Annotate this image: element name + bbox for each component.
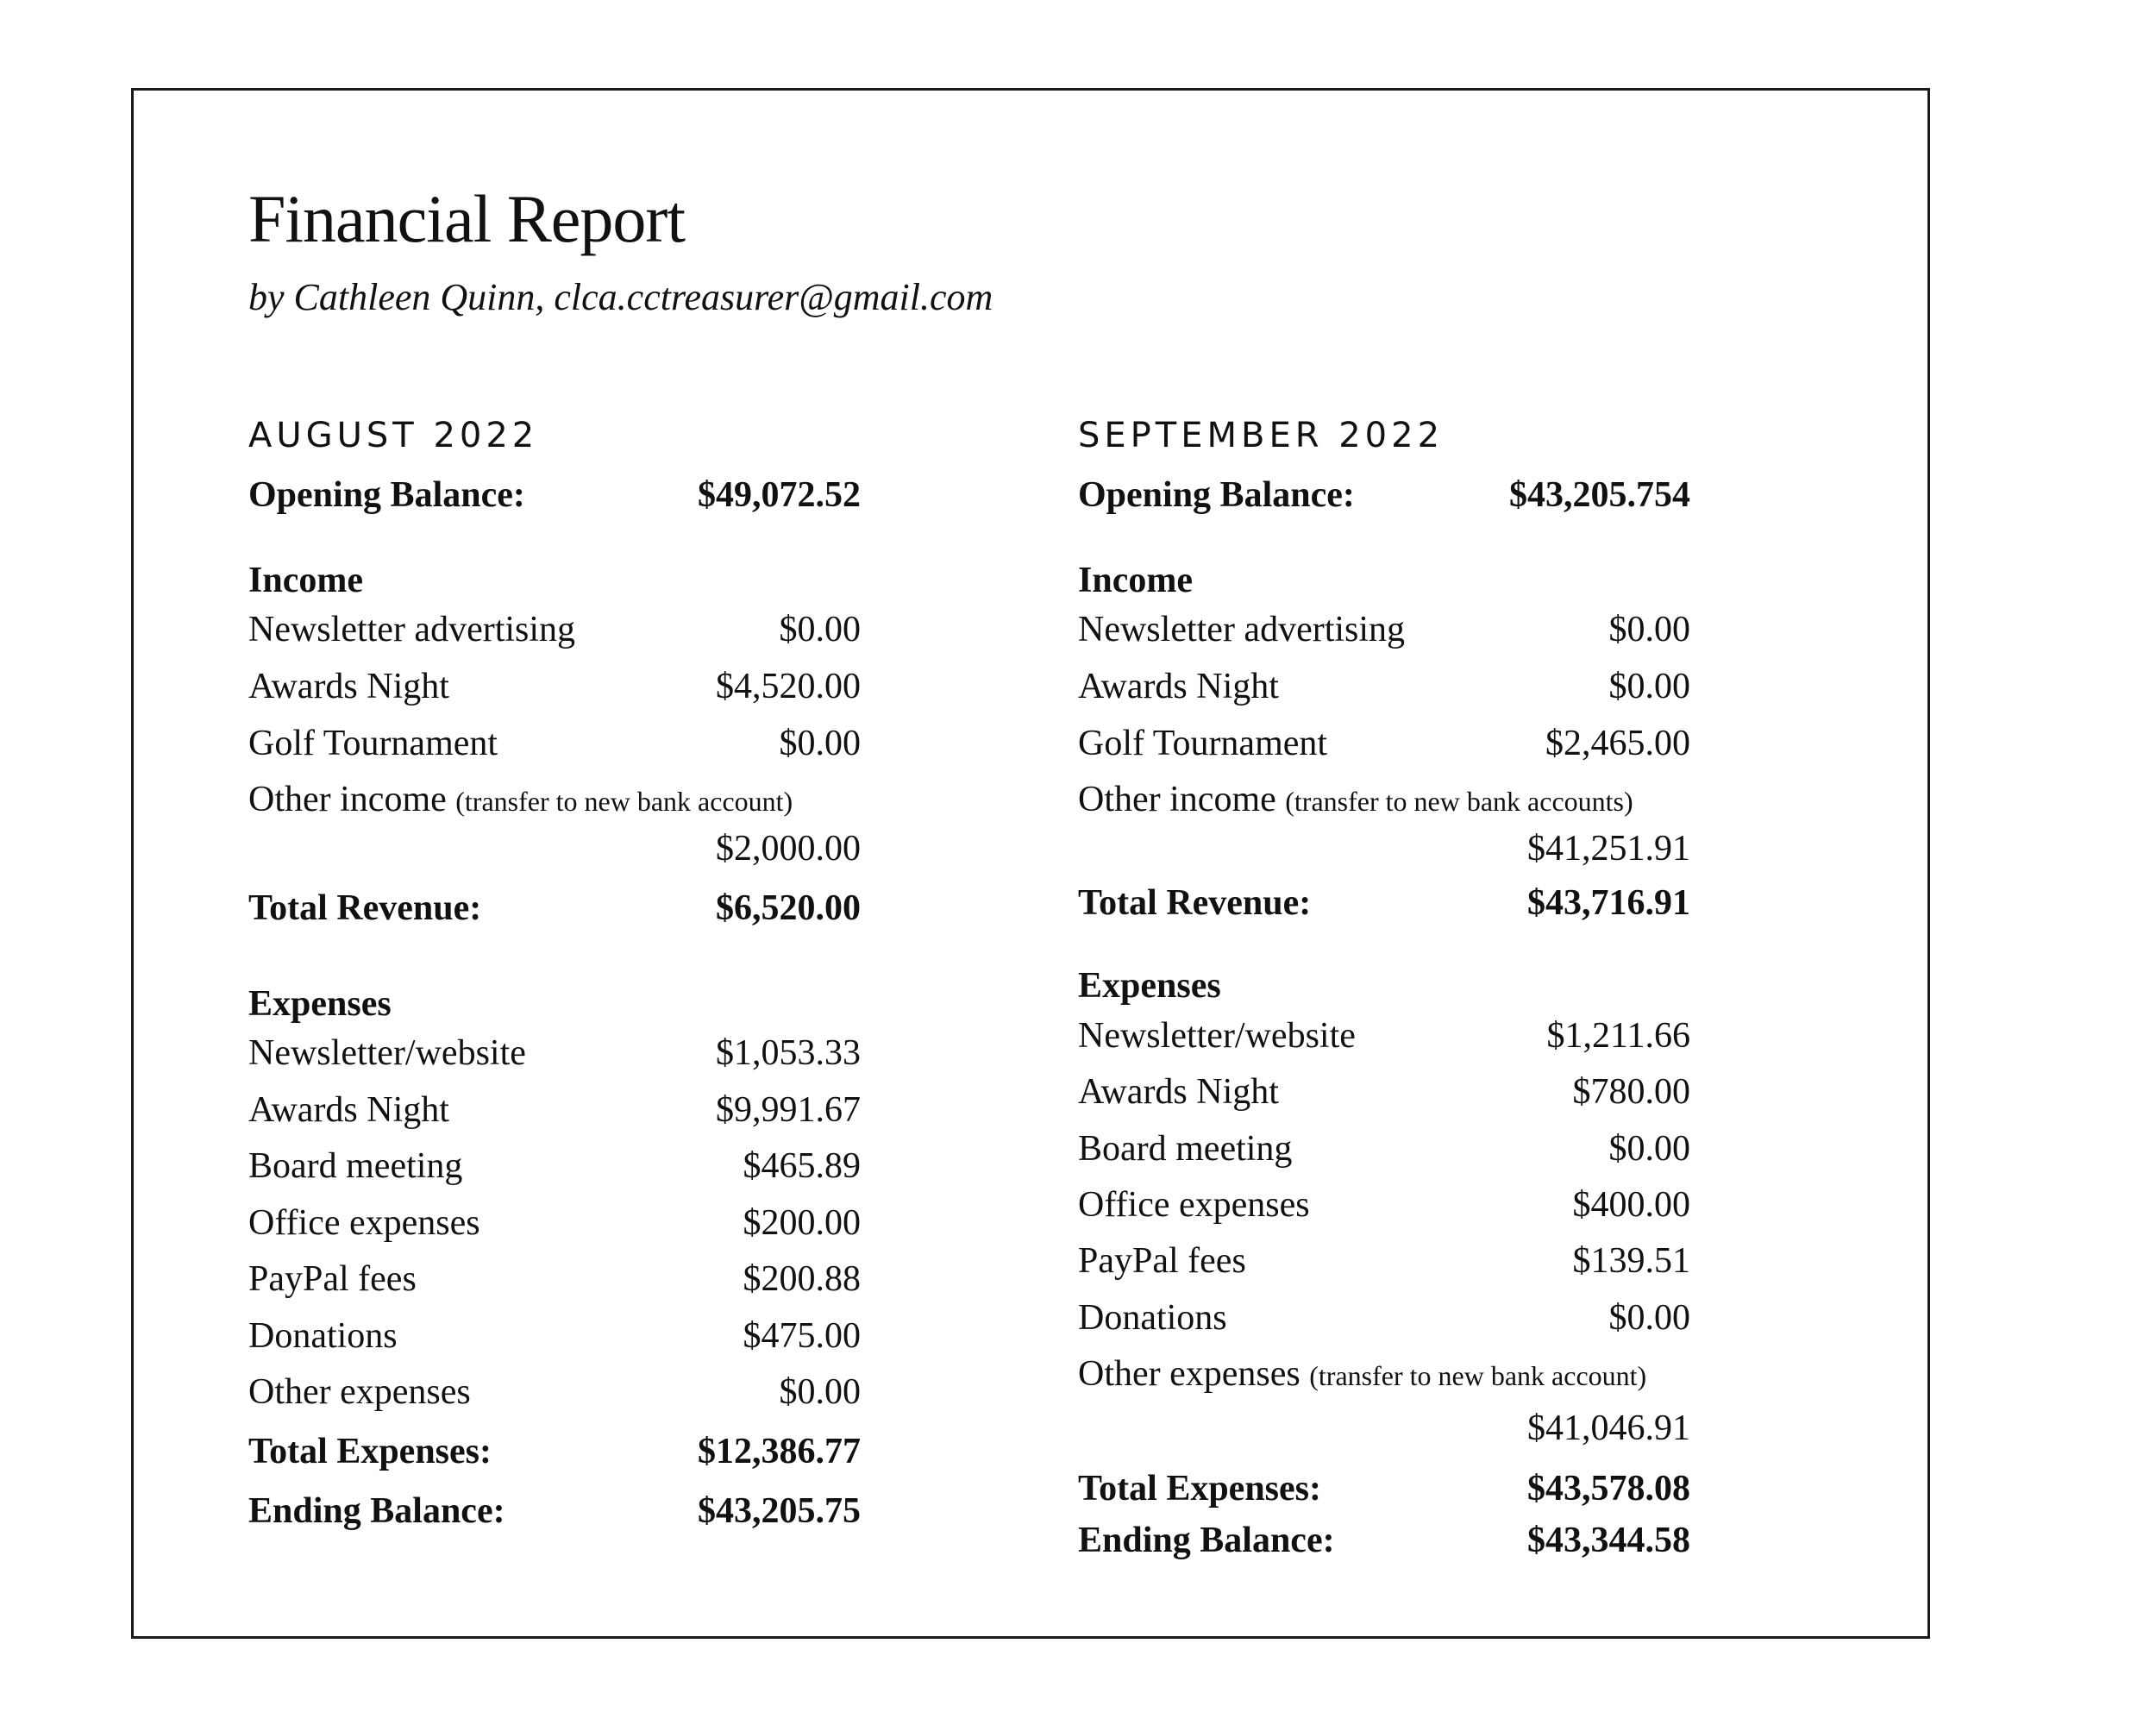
expense-label: Donations [1078, 1298, 1227, 1338]
other-income-value: $2,000.00 [716, 829, 861, 869]
total-expenses-value: $12,386.77 [698, 1432, 861, 1471]
income-heading: Income [1078, 561, 1193, 600]
other-expenses-text: Other expenses [1078, 1354, 1300, 1394]
total-revenue-value: $43,716.91 [1527, 883, 1690, 923]
expense-value: $200.00 [743, 1203, 861, 1243]
expense-value: $0.00 [1608, 1298, 1690, 1338]
total-revenue-label: Total Revenue: [248, 888, 482, 928]
expense-label: PayPal fees [1078, 1241, 1246, 1281]
ending-balance-value: $43,344.58 [1527, 1521, 1690, 1560]
total-revenue-value: $6,520.00 [716, 888, 861, 928]
opening-balance-label: Opening Balance: [248, 475, 525, 515]
other-expenses-label [1078, 1356, 1646, 1392]
ending-balance-label: Ending Balance: [248, 1491, 505, 1531]
income-label: Golf Tournament [248, 724, 498, 763]
expense-label: Board meeting [1078, 1129, 1293, 1169]
expense-value: $1,211.66 [1546, 1016, 1690, 1056]
expense-value: $1,053.33 [716, 1033, 861, 1073]
ending-balance-label: Ending Balance: [1078, 1521, 1335, 1560]
income-label: Awards Night [248, 667, 449, 706]
total-expenses-label: Total Expenses: [248, 1432, 492, 1471]
opening-balance-label: Opening Balance: [1078, 475, 1355, 515]
other-expenses-value: $41,046.91 [1527, 1408, 1690, 1448]
byline: by Cathleen Quinn, clca.cctreasurer@gmail.com [248, 276, 993, 318]
other-expenses-note: (transfer to new bank account) [1309, 1360, 1647, 1391]
expense-label: Board meeting [248, 1146, 463, 1186]
expense-label: Office expenses [248, 1203, 480, 1243]
expense-label: Newsletter/website [248, 1033, 526, 1073]
expense-value: $9,991.67 [716, 1090, 861, 1130]
other-income-value: $41,251.91 [1527, 829, 1690, 869]
income-value: $0.00 [779, 610, 861, 649]
expense-value: $400.00 [1572, 1185, 1690, 1225]
other-income-label [1078, 781, 1633, 818]
income-value: $4,520.00 [716, 667, 861, 706]
expense-label: Office expenses [1078, 1185, 1310, 1225]
income-label: Golf Tournament [1078, 724, 1328, 763]
income-value: $0.00 [779, 724, 861, 763]
expense-label: Newsletter/website [1078, 1016, 1356, 1056]
expense-label: Awards Night [1078, 1072, 1279, 1112]
income-heading: Income [248, 561, 363, 600]
expense-value: $139.51 [1572, 1241, 1690, 1281]
expense-label: Other expenses [248, 1372, 471, 1412]
expense-label: Donations [248, 1316, 398, 1356]
expense-value: $475.00 [743, 1316, 861, 1356]
expense-value: $465.89 [743, 1146, 861, 1186]
expense-value: $780.00 [1572, 1072, 1690, 1112]
income-value: $2,465.00 [1545, 724, 1690, 763]
total-revenue-label: Total Revenue: [1078, 883, 1312, 923]
income-value: $0.00 [1608, 610, 1690, 649]
total-expenses-label: Total Expenses: [1078, 1469, 1322, 1509]
other-income-note: (transfer to new bank accounts) [1285, 786, 1633, 817]
income-label: Awards Night [1078, 667, 1279, 706]
other-income-note: (transfer to new bank account) [455, 786, 793, 817]
expenses-heading: Expenses [1078, 966, 1221, 1006]
income-label: Newsletter advertising [248, 610, 576, 649]
page-title: Financial Report [248, 181, 686, 256]
month-heading: SEPTEMBER 2022 [1078, 416, 1445, 455]
income-value: $0.00 [1608, 667, 1690, 706]
other-income-text: Other income [1078, 780, 1276, 819]
expense-label: Awards Night [248, 1090, 449, 1130]
opening-balance-value: $49,072.52 [698, 475, 861, 515]
other-income-label [248, 781, 793, 818]
expense-label: PayPal fees [248, 1259, 417, 1299]
month-heading: AUGUST 2022 [248, 416, 539, 455]
other-income-text: Other income [248, 780, 447, 819]
ending-balance-value: $43,205.75 [698, 1491, 861, 1531]
expense-value: $0.00 [779, 1372, 861, 1412]
expense-value: $200.88 [743, 1259, 861, 1299]
total-expenses-value: $43,578.08 [1527, 1469, 1690, 1509]
expense-value: $0.00 [1608, 1129, 1690, 1169]
opening-balance-value: $43,205.754 [1509, 475, 1690, 515]
expenses-heading: Expenses [248, 984, 392, 1024]
income-label: Newsletter advertising [1078, 610, 1406, 649]
